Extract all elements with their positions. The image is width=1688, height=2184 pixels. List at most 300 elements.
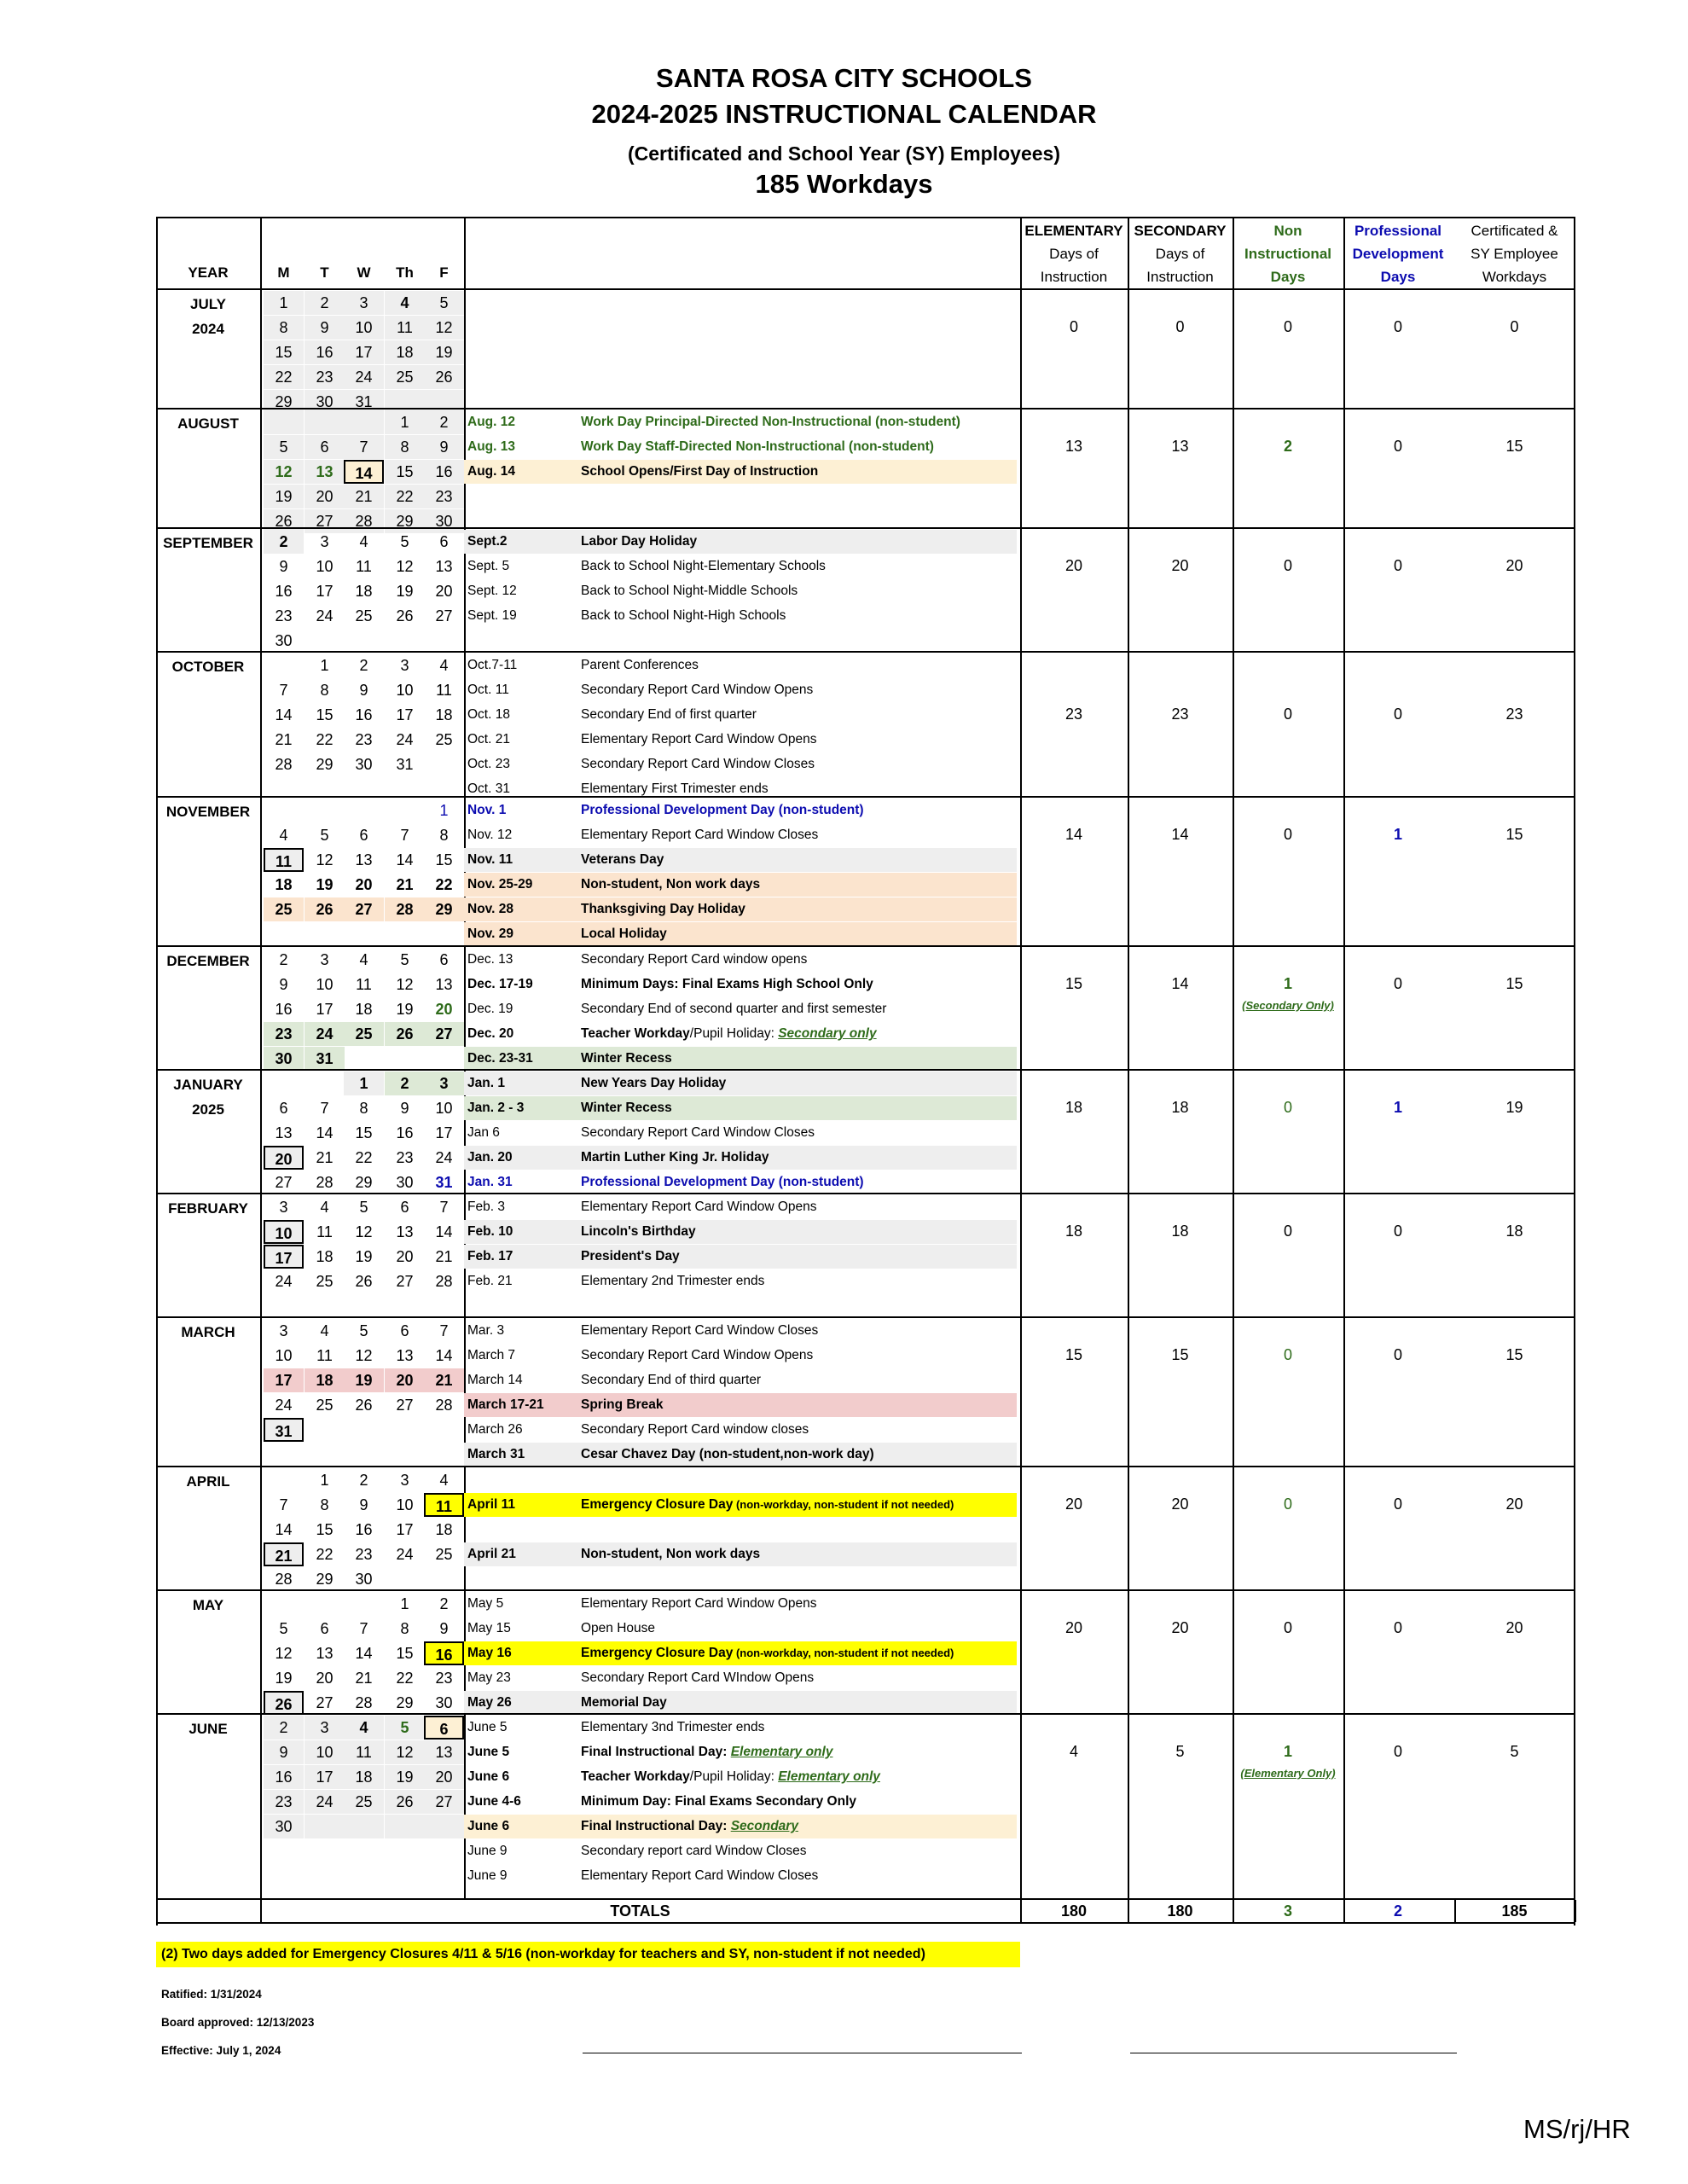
- column-divider: [1343, 653, 1345, 796]
- calendar-day: 21: [435, 1248, 453, 1265]
- calendar-day: 10: [305, 1740, 345, 1764]
- event-date: Feb. 3: [467, 1199, 505, 1214]
- calendar-empty-cell: [305, 410, 345, 434]
- calendar-day: 13: [424, 1740, 464, 1764]
- column-divider: [1128, 1071, 1129, 1193]
- column-divider: [1020, 798, 1022, 945]
- calendar-empty-cell: [385, 1047, 425, 1071]
- calendar-day: 13: [355, 851, 373, 868]
- calendar-day: 3: [305, 1716, 345, 1740]
- column-divider: [260, 1591, 262, 1713]
- event-description: President's Day: [581, 1249, 680, 1263]
- calendar-day: 28: [275, 756, 293, 773]
- calendar-day: 10: [316, 976, 334, 993]
- calendar-day: 5: [424, 291, 464, 315]
- column-divider: [1233, 1591, 1234, 1713]
- event-date: May 15: [467, 1621, 511, 1635]
- calendar-day: 1: [264, 291, 304, 315]
- calendar-day: 30: [264, 1815, 304, 1838]
- count-workdays: 15: [1505, 826, 1523, 843]
- count-elementary: 15: [1064, 1346, 1083, 1363]
- calendar-day: 25: [435, 1546, 453, 1563]
- calendar-day: 30: [424, 509, 464, 533]
- calendar-day: 16: [305, 340, 345, 364]
- event-description: Emergency Closure Day (non-workday, non-student if not needed): [581, 1497, 954, 1512]
- event-description: School Opens/First Day of Instruction: [581, 464, 819, 479]
- calendar-day: 11: [436, 682, 452, 699]
- calendar-day: 29: [385, 509, 425, 533]
- calendar-event: [464, 1790, 1017, 1814]
- calendar-day: 15: [316, 706, 334, 723]
- calendar-day: 8: [320, 682, 329, 699]
- count-secondary: 20: [1171, 557, 1189, 574]
- column-divider: [260, 798, 262, 945]
- event-description: Secondary Report Card Window Opens: [581, 682, 814, 697]
- calendar-day: 2: [385, 1072, 425, 1095]
- event-description: Elementary Report Card Window Opens: [581, 1596, 817, 1611]
- calendar-day: 15: [264, 340, 304, 364]
- calendar-day: 30: [275, 632, 293, 649]
- calendar-event: [464, 1666, 1017, 1690]
- calendar-day: 30: [435, 1694, 453, 1711]
- calendar-empty-cell: [264, 1592, 304, 1616]
- calendar-day: 19: [316, 876, 334, 893]
- workdays-header: Certificated & SY Employee Workdays: [1470, 223, 1558, 285]
- calendar-event: [464, 1121, 1017, 1145]
- calendar-empty-cell: [385, 1567, 425, 1591]
- count-elementary: 0: [1069, 318, 1078, 335]
- calendar-day: 6: [400, 1199, 409, 1216]
- calendar-day: 30: [264, 1047, 304, 1071]
- event-description: Secondary Report Card Window Closes: [581, 1125, 815, 1140]
- calendar-empty-cell: [385, 799, 425, 822]
- column-divider: [260, 529, 262, 651]
- calendar-day: 15: [316, 1521, 334, 1538]
- calendar-day: 10: [344, 316, 384, 340]
- event-description: New Years Day Holiday: [581, 1076, 727, 1090]
- count-secondary: 5: [1175, 1743, 1185, 1760]
- calendar-event: [464, 1344, 1017, 1368]
- calendar-subtitle: (Certificated and School Year (SY) Employees): [628, 142, 1060, 165]
- calendar-day: 1: [320, 1472, 329, 1489]
- calendar-day: 22: [316, 1546, 334, 1563]
- event-description: Elementary Report Card Window Closes: [581, 1323, 819, 1338]
- calendar-day: 18: [435, 706, 453, 723]
- count-non-instructional: 0: [1283, 1099, 1292, 1116]
- month-name: SEPTEMBER: [163, 535, 253, 551]
- calendar-day: 14: [396, 851, 414, 868]
- calendar-day: 13: [396, 1223, 414, 1240]
- calendar-event: [464, 1146, 1017, 1170]
- count-non-instructional: 0: [1283, 318, 1292, 335]
- calendar-day: 4: [359, 951, 368, 968]
- count-workdays: 15: [1505, 438, 1523, 455]
- column-divider: [1020, 653, 1022, 796]
- table-header-row: [156, 217, 1575, 288]
- calendar-day: 10: [435, 1100, 453, 1117]
- count-non-instructional: 0: [1283, 1223, 1292, 1240]
- calendar-day: 18: [305, 1368, 345, 1392]
- secondary-header: SECONDARY Days of Instruction: [1134, 223, 1227, 285]
- calendar-day: 15: [385, 460, 425, 484]
- event-date: May 26: [467, 1695, 512, 1710]
- calendar-day: 8: [400, 1620, 409, 1637]
- calendar-day: 4: [279, 827, 288, 844]
- effective-date: Effective: July 1, 2024: [161, 2044, 281, 2057]
- calendar-day: 26: [264, 1691, 304, 1715]
- calendar-day: 23: [264, 1022, 304, 1046]
- calendar-event: [464, 1195, 1017, 1219]
- event-description: Elementary Report Card Window Closes: [581, 828, 819, 842]
- month-section: [156, 1466, 1575, 1589]
- event-date: Jan. 20: [467, 1150, 513, 1165]
- calendar-day: 31: [396, 756, 414, 773]
- month-name: AUGUST: [177, 415, 239, 432]
- calendar-event: [464, 1691, 1017, 1715]
- calendar-day: 13: [275, 1124, 293, 1141]
- count-workdays: 19: [1505, 1099, 1523, 1116]
- event-description: Professional Development Day (non-student): [581, 803, 864, 817]
- column-divider: [1233, 529, 1234, 651]
- calendar-day: 12: [424, 316, 464, 340]
- event-description: Emergency Closure Day (non-workday, non-student if not needed): [581, 1646, 954, 1660]
- calendar-day: 8: [439, 827, 449, 844]
- event-description: Thanksgiving Day Holiday: [581, 902, 745, 916]
- calendar-event: [464, 873, 1017, 897]
- calendar-day: 20: [316, 1670, 334, 1687]
- calendar-day: 2: [264, 530, 304, 554]
- calendar-event: [464, 1542, 1017, 1566]
- column-divider: [1020, 1194, 1022, 1316]
- calendar-empty-cell: [385, 1418, 425, 1442]
- calendar-day: 16: [275, 583, 293, 600]
- total-professional: 2: [1393, 1902, 1402, 1920]
- calendar-day: 25: [355, 607, 373, 624]
- calendar-day: 19: [385, 1765, 425, 1789]
- column-divider: [1343, 947, 1345, 1069]
- calendar-day: 23: [264, 1790, 304, 1814]
- event-description: Teacher Workday/Pupil Holiday: Secondary only: [581, 1026, 877, 1041]
- calendar-day: 30: [305, 390, 345, 414]
- calendar-day: 19: [355, 1248, 373, 1265]
- event-date: Dec. 19: [467, 1002, 513, 1016]
- calendar-day: 6: [424, 1716, 464, 1740]
- calendar-day: 19: [424, 340, 464, 364]
- emergency-closure-note: (2) Two days added for Emergency Closures 4/11 & 5/16 (non-workday for teachers and SY, non-student if not needed): [156, 1942, 1020, 1967]
- event-date: April 11: [467, 1497, 515, 1512]
- count-workdays: 15: [1505, 1346, 1523, 1363]
- event-description: Winter Recess: [581, 1101, 672, 1115]
- event-description: Secondary report card Window Closes: [581, 1844, 807, 1858]
- calendar-day: 19: [275, 1670, 293, 1687]
- calendar-day: 15: [435, 851, 453, 868]
- calendar-day: 9: [400, 1100, 409, 1117]
- month-section: [156, 1589, 1575, 1713]
- month-section: [156, 288, 1575, 408]
- month-name: DECEMBER: [166, 953, 250, 969]
- calendar-day: 23: [275, 607, 293, 624]
- calendar-day: 8: [385, 435, 425, 459]
- column-divider: [1128, 1318, 1129, 1466]
- event-description: Secondary Report Card WIndow Opens: [581, 1670, 815, 1685]
- event-description: Secondary End of second quarter and first semester: [581, 1002, 887, 1016]
- calendar-empty-cell: [264, 410, 304, 434]
- calendar-event: [464, 1493, 1017, 1517]
- calendar-day: 26: [355, 1273, 373, 1290]
- event-description: Cesar Chavez Day (non-student,non-work day): [581, 1447, 874, 1461]
- event-description: Elementary Report Card Window Closes: [581, 1868, 819, 1883]
- calendar-day: 19: [344, 1368, 384, 1392]
- calendar-day: 14: [275, 706, 293, 723]
- column-divider: [1128, 1591, 1129, 1713]
- calendar-event: [464, 1716, 1017, 1740]
- calendar-event: [464, 1592, 1017, 1616]
- calendar-day: 7: [279, 682, 288, 699]
- event-description: Elementary 3nd Trimester ends: [581, 1720, 765, 1734]
- event-description: Elementary First Trimester ends: [581, 781, 769, 796]
- count-secondary: 20: [1171, 1496, 1189, 1513]
- event-date: Jan. 31: [467, 1175, 513, 1189]
- column-divider: [260, 947, 262, 1069]
- year-column-header: YEAR: [188, 264, 229, 281]
- event-date: June 9: [467, 1844, 508, 1858]
- calendar-day: 17: [316, 1001, 334, 1018]
- event-date: Dec. 20: [467, 1026, 514, 1041]
- column-divider: [464, 1467, 466, 1589]
- calendar-day: 9: [279, 558, 288, 575]
- column-divider: [464, 218, 466, 288]
- calendar-empty-cell: [424, 752, 464, 776]
- calendar-day: 23: [305, 365, 345, 389]
- calendar-day: 17: [305, 1765, 345, 1789]
- column-divider: [1020, 290, 1022, 408]
- calendar-day: 9: [359, 1496, 368, 1513]
- event-date: Nov. 12: [467, 828, 513, 842]
- calendar-day: 28: [435, 1397, 453, 1414]
- event-date: Aug. 13: [467, 439, 515, 454]
- calendar-day: 14: [275, 1521, 293, 1538]
- calendar-event: [464, 579, 1017, 603]
- column-divider: [260, 218, 262, 288]
- count-non-instructional: 0: [1283, 826, 1292, 843]
- calendar-empty-cell: [305, 1815, 345, 1838]
- calendar-day: 19: [264, 485, 304, 508]
- event-description: Secondary Report Card window closes: [581, 1422, 809, 1437]
- count-secondary: 13: [1171, 438, 1189, 455]
- calendar-day: 14: [355, 1645, 373, 1662]
- calendar-day: 21: [264, 1542, 304, 1566]
- event-description: Elementary Report Card Window Opens: [581, 1199, 817, 1214]
- calendar-day: 23: [355, 731, 373, 748]
- calendar-event: [464, 922, 1017, 946]
- calendar-day: 16: [275, 1001, 293, 1018]
- calendar-day: 3: [320, 533, 329, 550]
- calendar-day: 3: [279, 1199, 288, 1216]
- column-divider: [1020, 410, 1022, 527]
- calendar-event: [464, 973, 1017, 996]
- calendar-day: 10: [396, 682, 414, 699]
- calendar-day: 9: [305, 316, 345, 340]
- event-date: May 23: [467, 1670, 511, 1685]
- month-section: [156, 1069, 1575, 1193]
- calendar-day: 18: [355, 1001, 373, 1018]
- weekday-header: F: [439, 264, 449, 281]
- count-professional: 1: [1393, 1099, 1402, 1116]
- calendar-day: 7: [439, 1322, 449, 1339]
- count-secondary: 14: [1171, 975, 1189, 992]
- calendar-day: 16: [355, 1521, 373, 1538]
- count-secondary: 0: [1175, 318, 1185, 335]
- calendar-day: 3: [400, 657, 409, 674]
- calendar-day: 12: [355, 1347, 373, 1364]
- event-description: Final Instructional Day: Elementary only: [581, 1745, 833, 1759]
- calendar-day: 8: [359, 1100, 368, 1117]
- calendar-day: 1: [344, 1072, 384, 1095]
- calendar-event: [464, 435, 1017, 459]
- calendar-event: [464, 1765, 1017, 1789]
- calendar-event: [464, 1047, 1017, 1071]
- column-divider: [260, 653, 262, 796]
- calendar-event: [464, 1319, 1017, 1343]
- event-description: Back to School Night-High Schools: [581, 608, 786, 623]
- column-divider: [1233, 410, 1234, 527]
- calendar-day: 21: [355, 1670, 373, 1687]
- event-description: Elementary Report Card Window Opens: [581, 732, 817, 746]
- calendar-day: 26: [385, 1790, 425, 1814]
- month-name: OCTOBER: [171, 659, 245, 675]
- calendar-event: [464, 1096, 1017, 1120]
- calendar-day: 27: [305, 509, 345, 533]
- calendar-day: 12: [396, 558, 414, 575]
- calendar-day: 28: [435, 1273, 453, 1290]
- calendar-day: 20: [385, 1368, 425, 1392]
- column-divider: [1128, 1194, 1129, 1316]
- calendar-day: 29: [264, 390, 304, 414]
- calendar-day: 5: [385, 1716, 425, 1740]
- calendar-day: 10: [396, 1496, 414, 1513]
- event-description: Local Holiday: [581, 926, 667, 941]
- calendar-day: 14: [316, 1124, 334, 1141]
- calendar-day: 28: [316, 1174, 334, 1191]
- calendar-event: [464, 1617, 1017, 1641]
- event-date: Oct. 18: [467, 707, 510, 722]
- column-divider: [260, 410, 262, 527]
- calendar-day: 4: [320, 1199, 329, 1216]
- count-secondary: 20: [1171, 1619, 1189, 1636]
- count-elementary: 13: [1064, 438, 1083, 455]
- calendar-day: 26: [396, 607, 414, 624]
- calendar-day: 18: [344, 1765, 384, 1789]
- calendar-empty-cell: [424, 1047, 464, 1071]
- count-non-instructional: 0: [1283, 1619, 1292, 1636]
- calendar-day: 15: [355, 1124, 373, 1141]
- event-description: Professional Development Day (non-student): [581, 1175, 864, 1189]
- column-divider: [1343, 529, 1345, 651]
- calendar-day: 11: [316, 1223, 333, 1240]
- column-divider: [464, 290, 466, 408]
- event-date: Oct.7-11: [467, 658, 518, 672]
- column-divider: [260, 290, 262, 408]
- calendar-event: [464, 1418, 1017, 1442]
- calendar-day: 1: [439, 802, 449, 819]
- calendar-day: 7: [439, 1199, 449, 1216]
- month-name: JANUARY 2025: [173, 1077, 243, 1118]
- calendar-day: 23: [396, 1149, 414, 1166]
- column-divider: [1020, 947, 1022, 1069]
- column-divider: [1233, 798, 1234, 945]
- event-description: Veterans Day: [581, 852, 664, 867]
- column-divider: [1128, 798, 1129, 945]
- calendar-empty-cell: [305, 1072, 345, 1095]
- count-elementary: 20: [1064, 1496, 1083, 1513]
- calendar-day: 31: [344, 390, 384, 414]
- calendar-day: 17: [264, 1245, 304, 1269]
- calendar-event: [464, 1864, 1017, 1888]
- calendar-day: 3: [344, 291, 384, 315]
- event-date: Dec. 23-31: [467, 1051, 533, 1066]
- count-elementary: 15: [1064, 975, 1083, 992]
- event-description: Teacher Workday/Pupil Holiday: Elementary only: [581, 1769, 880, 1784]
- event-date: Sept. 12: [467, 584, 517, 598]
- column-divider: [1233, 653, 1234, 796]
- column-divider: [1343, 798, 1345, 945]
- count-non-instructional: 0: [1283, 1496, 1292, 1513]
- calendar-day: 31: [264, 1418, 304, 1442]
- calendar-event: [464, 1815, 1017, 1838]
- event-description: Spring Break: [581, 1397, 664, 1412]
- count-elementary: 18: [1064, 1223, 1083, 1240]
- calendar-day: 11: [356, 558, 372, 575]
- calendar-day: 4: [359, 533, 368, 550]
- event-description: Final Instructional Day: Secondary: [581, 1819, 798, 1833]
- column-divider: [1128, 653, 1129, 796]
- count-professional: 0: [1393, 1496, 1402, 1513]
- calendar-day: 17: [344, 340, 384, 364]
- month-name: APRIL: [186, 1473, 230, 1490]
- calendar-day: 23: [355, 1546, 373, 1563]
- calendar-day: 13: [435, 558, 453, 575]
- calendar-event: [464, 823, 1017, 847]
- count-workdays: 5: [1510, 1743, 1519, 1760]
- calendar-day: 11: [344, 1740, 384, 1764]
- count-elementary: 18: [1064, 1099, 1083, 1116]
- calendar-day: 23: [424, 485, 464, 508]
- calendar-day: 30: [355, 756, 373, 773]
- calendar-event: [464, 1072, 1017, 1095]
- column-divider: [1343, 290, 1345, 408]
- calendar-day: 26: [385, 1022, 425, 1046]
- event-date: Sept. 5: [467, 559, 510, 573]
- calendar-day: 25: [344, 1790, 384, 1814]
- calendar-empty-cell: [305, 1592, 345, 1616]
- month-name: NOVEMBER: [165, 804, 251, 820]
- calendar-empty-cell: [344, 799, 384, 822]
- calendar-day: 27: [275, 1174, 293, 1191]
- calendar-event: [464, 604, 1017, 628]
- calendar-day: 21: [344, 485, 384, 508]
- count-secondary: 14: [1171, 826, 1189, 843]
- count-workdays: 18: [1505, 1223, 1523, 1240]
- calendar-day: 23: [435, 1670, 453, 1687]
- calendar-event: [464, 1170, 1017, 1194]
- event-date: June 9: [467, 1868, 508, 1883]
- column-divider: [1343, 1591, 1345, 1713]
- calendar-day: 11: [264, 848, 304, 872]
- event-date: March 7: [467, 1348, 515, 1362]
- calendar-day: 28: [355, 1694, 373, 1711]
- total-elementary: 180: [1060, 1902, 1088, 1920]
- event-date: March 17-21: [467, 1397, 544, 1412]
